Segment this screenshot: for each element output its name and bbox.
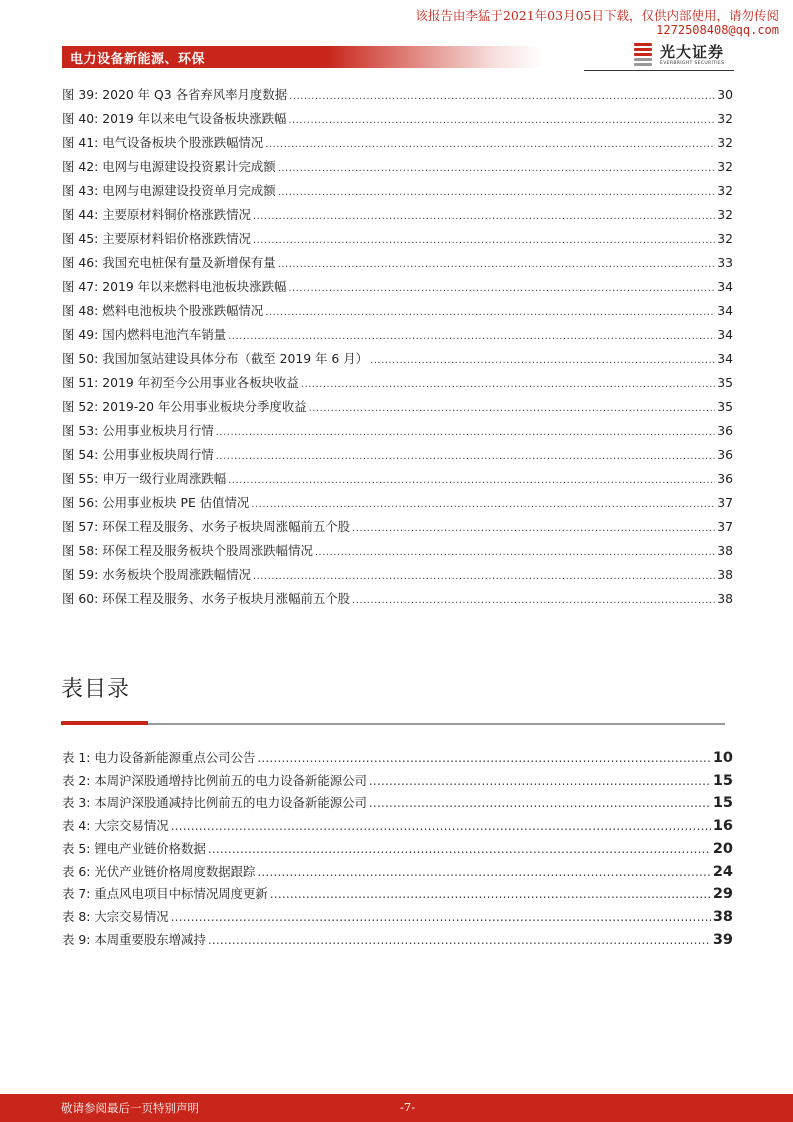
toc-leader-dots bbox=[370, 355, 715, 366]
toc-leader-dots bbox=[288, 115, 715, 126]
toc-page-number: 24 bbox=[712, 863, 733, 880]
download-watermark bbox=[415, 8, 779, 38]
toc-leader-dots bbox=[251, 499, 715, 510]
toc-entry-label: 图 60: 环保工程及服务、水务子板块月涨幅前五个股 bbox=[62, 591, 351, 606]
toc-page-number: 30 bbox=[717, 87, 733, 102]
toc-entry-label: 表 6: 光伏产业链价格周度数据跟踪 bbox=[62, 863, 256, 879]
toc-entry-label: 图 42: 电网与电源建设投资累计完成额 bbox=[62, 159, 276, 174]
figure-toc-entry[interactable] bbox=[62, 277, 733, 295]
toc-leader-dots bbox=[278, 187, 716, 198]
table-toc-entry[interactable] bbox=[62, 771, 733, 789]
figure-toc-entry[interactable] bbox=[62, 205, 733, 223]
toc-leader-dots bbox=[301, 379, 715, 390]
toc-leader-dots bbox=[265, 139, 715, 150]
page-footer bbox=[0, 1094, 793, 1122]
figure-toc-entry[interactable] bbox=[62, 325, 733, 343]
company-logo bbox=[630, 40, 735, 70]
logo-mark-icon bbox=[630, 41, 656, 69]
toc-leader-dots bbox=[208, 933, 711, 947]
section-rule bbox=[148, 723, 725, 725]
toc-leader-dots bbox=[228, 475, 715, 486]
footer-disclaimer: 敬请参阅最后一页特别声明 bbox=[61, 1101, 199, 1115]
toc-leader-dots bbox=[278, 163, 716, 174]
toc-entry-label: 图 59: 水务板块个股周涨跌幅情况 bbox=[62, 567, 251, 582]
toc-page-number: 15 bbox=[712, 795, 733, 812]
toc-entry-label: 表 8: 大宗交易情况 bbox=[62, 908, 169, 924]
toc-page-number: 39 bbox=[712, 931, 733, 948]
toc-entry-label: 表 4: 大宗交易情况 bbox=[62, 818, 169, 834]
toc-page-number: 34 bbox=[717, 279, 733, 294]
toc-leader-dots bbox=[171, 819, 711, 833]
toc-page-number: 33 bbox=[717, 255, 733, 270]
toc-page-number: 35 bbox=[717, 399, 733, 414]
logo-english-name: EVERBRIGHT SECURITIES bbox=[660, 60, 725, 66]
toc-leader-dots bbox=[171, 910, 711, 924]
figure-toc-entry[interactable] bbox=[62, 85, 733, 103]
toc-leader-dots bbox=[309, 403, 716, 414]
toc-entry-label: 图 49: 国内燃料电池汽车销量 bbox=[62, 327, 227, 342]
toc-leader-dots bbox=[216, 427, 715, 438]
toc-leader-dots bbox=[288, 283, 715, 294]
toc-page-number: 32 bbox=[717, 183, 733, 198]
section-rule-accent bbox=[61, 721, 148, 725]
toc-leader-dots bbox=[257, 865, 710, 879]
toc-leader-dots bbox=[208, 842, 711, 856]
toc-entry-label: 图 45: 主要原材料铝价格涨跌情况 bbox=[62, 231, 251, 246]
toc-leader-dots bbox=[253, 211, 715, 222]
toc-page-number: 34 bbox=[717, 303, 733, 318]
section-header-title: 电力设备新能源、环保 bbox=[70, 51, 206, 67]
toc-entry-label: 表 2: 本周沪深股通增持比例前五的电力设备新能源公司 bbox=[62, 772, 367, 788]
toc-entry-label: 图 58: 环保工程及服务板块个股周涨跌幅情况 bbox=[62, 543, 313, 558]
toc-leader-dots bbox=[369, 774, 711, 788]
toc-entry-label: 图 55: 申万一级行业周涨跌幅 bbox=[62, 471, 227, 486]
toc-leader-dots bbox=[228, 331, 715, 342]
toc-page-number: 38 bbox=[717, 567, 733, 582]
toc-entry-label: 图 56: 公用事业板块 PE 估值情况 bbox=[62, 495, 250, 510]
toc-leader-dots bbox=[257, 751, 710, 765]
toc-page-number: 38 bbox=[712, 908, 733, 925]
toc-entry-label: 图 53: 公用事业板块月行情 bbox=[62, 423, 214, 438]
toc-leader-dots bbox=[278, 259, 716, 270]
toc-page-number: 15 bbox=[712, 772, 733, 789]
toc-page-number: 34 bbox=[717, 327, 733, 342]
figure-toc-entry[interactable] bbox=[62, 349, 733, 367]
logo-chinese-name: 光大证券 bbox=[660, 42, 725, 61]
toc-entry-label: 图 44: 主要原材料铜价格涨跌情况 bbox=[62, 207, 251, 222]
table-toc-entry[interactable] bbox=[62, 748, 733, 766]
toc-page-number: 29 bbox=[712, 886, 733, 903]
toc-page-number: 36 bbox=[717, 447, 733, 462]
figure-toc-entry[interactable] bbox=[62, 301, 733, 319]
toc-page-number: 37 bbox=[717, 495, 733, 510]
toc-entry-label: 图 52: 2019-20 年公用事业板块分季度收益 bbox=[62, 399, 307, 414]
toc-page-number: 38 bbox=[717, 591, 733, 606]
toc-entry-label: 图 46: 我国充电桩保有量及新增保有量 bbox=[62, 255, 276, 270]
toc-entry-label: 图 40: 2019 年以来电气设备板块涨跌幅 bbox=[62, 111, 287, 126]
figure-toc-entry[interactable] bbox=[62, 517, 733, 535]
figure-toc-entry[interactable] bbox=[62, 397, 733, 415]
watermark-line-2: 1272508408@qq.com bbox=[656, 23, 779, 37]
toc-entry-label: 图 51: 2019 年初至今公用事业各板块收益 bbox=[62, 375, 299, 390]
table-toc-entry[interactable] bbox=[62, 884, 733, 902]
toc-leader-dots bbox=[270, 887, 711, 901]
toc-page-number: 38 bbox=[717, 543, 733, 558]
toc-entry-label: 图 39: 2020 年 Q3 各省弃风率月度数据 bbox=[62, 87, 288, 102]
toc-entry-label: 表 1: 电力设备新能源重点公司公告 bbox=[62, 750, 256, 765]
toc-page-number: 32 bbox=[717, 159, 733, 174]
figure-toc-entry[interactable] bbox=[62, 133, 733, 151]
toc-page-number: 37 bbox=[717, 519, 733, 534]
figure-toc-entry[interactable] bbox=[62, 253, 733, 271]
page-number: -7- bbox=[400, 1100, 416, 1114]
toc-leader-dots bbox=[289, 91, 715, 102]
toc-page-number: 35 bbox=[717, 375, 733, 390]
table-toc-entry[interactable] bbox=[62, 930, 733, 948]
table-toc-entry[interactable] bbox=[62, 907, 733, 925]
toc-entry-label: 表 5: 锂电产业链价格数据 bbox=[62, 840, 206, 856]
tables-section-title: 表目录 bbox=[61, 677, 131, 702]
toc-page-number: 10 bbox=[712, 750, 733, 766]
toc-page-number: 32 bbox=[717, 231, 733, 246]
figure-toc-entry[interactable] bbox=[62, 373, 733, 391]
figure-toc-entry[interactable] bbox=[62, 469, 733, 487]
header-divider bbox=[584, 70, 734, 71]
toc-page-number: 36 bbox=[717, 423, 733, 438]
figure-toc-entry[interactable] bbox=[62, 541, 733, 559]
toc-leader-dots bbox=[352, 523, 715, 534]
figure-toc-entry[interactable] bbox=[62, 445, 733, 463]
figure-toc-entry[interactable] bbox=[62, 181, 733, 199]
toc-page-number: 20 bbox=[712, 840, 733, 857]
table-toc-entry[interactable] bbox=[62, 793, 733, 811]
toc-leader-dots bbox=[216, 451, 715, 462]
toc-page-number: 32 bbox=[717, 135, 733, 150]
toc-page-number: 16 bbox=[712, 818, 733, 835]
watermark-line-1: 该报告由李猛于2021年03月05日下载，仅供内部使用，请勿传阅 bbox=[415, 8, 779, 23]
toc-page-number: 32 bbox=[717, 111, 733, 126]
toc-entry-label: 图 57: 环保工程及服务、水务子板块周涨幅前五个股 bbox=[62, 519, 351, 534]
toc-entry-label: 图 54: 公用事业板块周行情 bbox=[62, 447, 214, 462]
toc-leader-dots bbox=[265, 307, 715, 318]
figure-toc-entry[interactable] bbox=[62, 157, 733, 175]
toc-entry-label: 图 43: 电网与电源建设投资单月完成额 bbox=[62, 183, 276, 198]
table-toc-entry[interactable] bbox=[62, 862, 733, 880]
toc-entry-label: 图 50: 我国加氢站建设具体分布（截至 2019 年 6 月） bbox=[62, 351, 369, 366]
toc-leader-dots bbox=[352, 595, 715, 606]
toc-entry-label: 图 47: 2019 年以来燃料电池板块涨跌幅 bbox=[62, 279, 287, 294]
figure-toc-entry[interactable] bbox=[62, 229, 733, 247]
toc-leader-dots bbox=[253, 571, 715, 582]
toc-entry-label: 表 7: 重点风电项目中标情况周度更新 bbox=[62, 886, 268, 902]
figure-toc-entry[interactable] bbox=[62, 493, 733, 511]
figure-toc-entry[interactable] bbox=[62, 589, 733, 607]
table-toc-entry[interactable] bbox=[62, 839, 733, 857]
toc-leader-dots bbox=[315, 547, 715, 558]
figure-toc-entry[interactable] bbox=[62, 421, 733, 439]
toc-entry-label: 表 3: 本周沪深股通减持比例前五的电力设备新能源公司 bbox=[62, 795, 367, 811]
toc-entry-label: 图 41: 电气设备板块个股涨跌幅情况 bbox=[62, 135, 264, 150]
toc-page-number: 34 bbox=[717, 351, 733, 366]
table-toc-entry[interactable] bbox=[62, 816, 733, 834]
toc-entry-label: 表 9: 本周重要股东增减持 bbox=[62, 931, 206, 947]
toc-entry-label: 图 48: 燃料电池板块个股涨跌幅情况 bbox=[62, 303, 264, 318]
toc-page-number: 32 bbox=[717, 207, 733, 222]
section-header-bar bbox=[62, 46, 542, 68]
toc-leader-dots bbox=[369, 796, 711, 810]
figure-toc-entry[interactable] bbox=[62, 565, 733, 583]
toc-leader-dots bbox=[253, 235, 715, 246]
toc-page-number: 36 bbox=[717, 471, 733, 486]
figure-toc-entry[interactable] bbox=[62, 109, 733, 127]
